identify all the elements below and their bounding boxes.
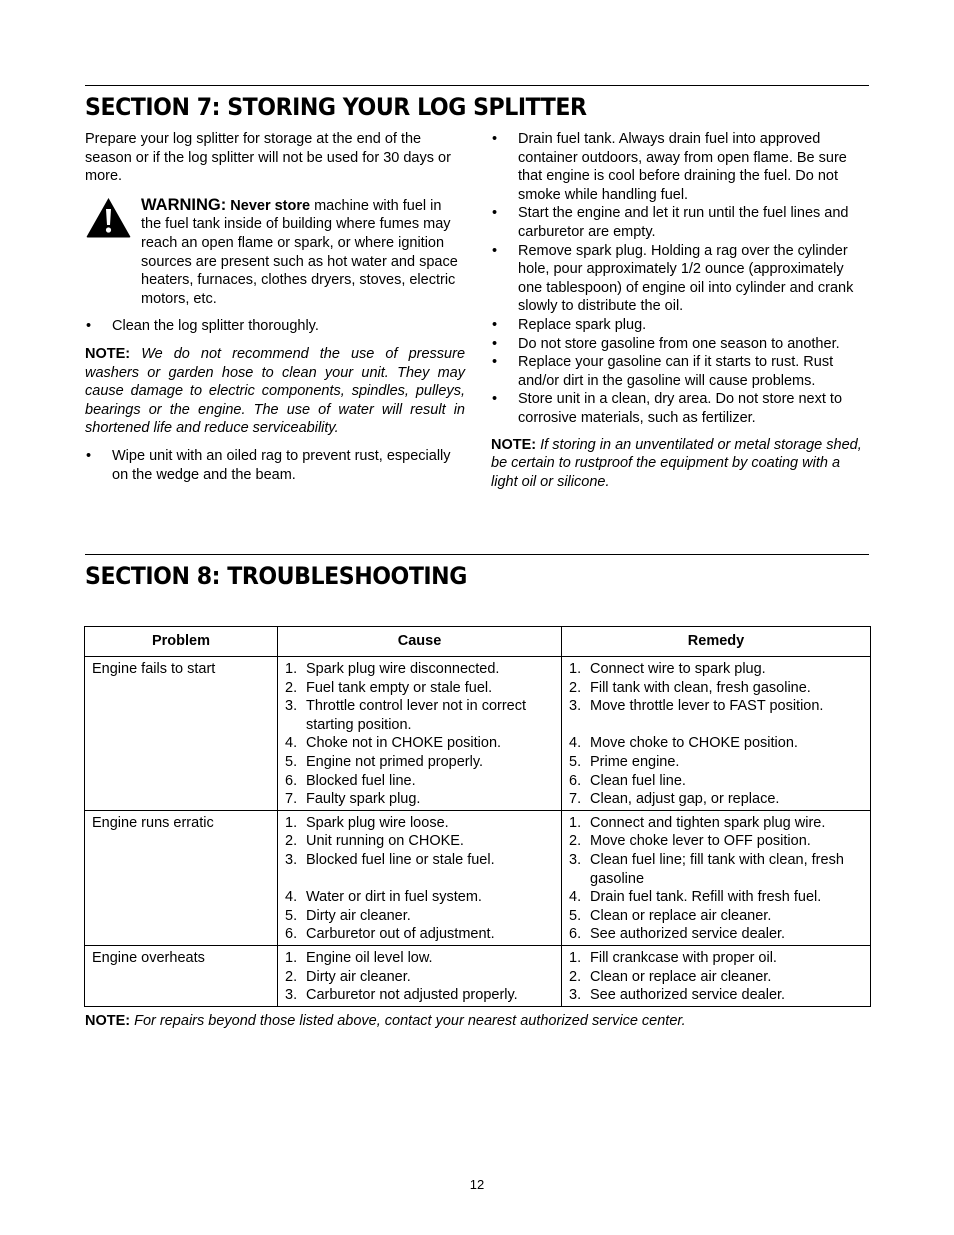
list-item: 5. Dirty air cleaner. [285, 907, 411, 924]
list-item: 2. Unit running on CHOKE. [285, 833, 464, 850]
wipe-bullet-list [85, 447, 465, 484]
list-item: 2. Fuel tank empty or stale fuel. [285, 679, 493, 696]
cause-cell [278, 657, 562, 811]
list-item: • Remove spark plug. Holding a rag over the cylinder hole, pour approximately 1/2 ounce (approximately one tablespoon) of engine oil into cylinder and crank slowly to distribute the oil. [491, 242, 869, 316]
problem-cell: Engine fails to start [85, 657, 278, 811]
table-row [85, 657, 871, 811]
pressure-washer-note [85, 345, 465, 438]
warning-label: WARNING: [141, 195, 227, 214]
remedy-cell [562, 945, 871, 1006]
header-cause: Cause [278, 627, 562, 657]
list-item: 7. Clean, adjust gap, or replace. [569, 791, 780, 808]
warning-block [85, 196, 465, 309]
troubleshooting-table [84, 626, 871, 1007]
list-item: 6. Carburetor out of adjustment. [285, 926, 495, 943]
remedy-cell [562, 810, 871, 945]
storage-intro: Prepare your log splitter for storage at the end of the season or if the log splitter will not be used for 30 days or more. [85, 131, 451, 185]
list-item: 7. Faulty spark plug. [285, 791, 421, 808]
storage-steps-list [491, 130, 869, 428]
list-item: 4. Choke not in CHOKE position. [285, 735, 502, 752]
section-7-left-column [85, 130, 465, 484]
list-item: 2. Dirty air cleaner. [285, 968, 411, 985]
table-row [85, 810, 871, 945]
note-label: NOTE: [491, 436, 537, 453]
cause-cell [278, 810, 562, 945]
remedy-cell [562, 657, 871, 811]
list-item: • Replace spark plug. [491, 316, 869, 335]
list-item: • Store unit in a clean, dry area. Do not store next to corrosive materials, such as fertilizer. [491, 390, 869, 427]
warning-body: machine with fuel in the fuel tank inside of building where fumes may reach an open flame or spark, or where ignition sources are present such as hot water and space heaters, furnaces, clothes dryers, stoves, electric motors, etc. [141, 197, 458, 307]
list-item: • Replace your gasoline can if it starts to rust. Rust and/or dirt in the gasoline will cause problems. [491, 353, 869, 390]
section-8-title: SECTION 8: TROUBLESHOOTING [85, 562, 467, 590]
problem-cell: Engine runs erratic [85, 810, 278, 945]
list-item: 4. Drain fuel tank. Refill with fresh fuel. [569, 889, 822, 906]
list-item: 2. Move choke lever to OFF position. [569, 833, 811, 850]
repair-footnote [85, 1012, 686, 1031]
list-item: • Drain fuel tank. Always drain fuel into approved container outdoors, away from open flame. Be sure that engine is cool before draining the fuel. Do not smoke while handling fuel. [491, 130, 869, 204]
list-item: 6. See authorized service dealer. [569, 926, 786, 943]
list-item: 6. Blocked fuel line. [285, 772, 416, 789]
warning-strong: Never store [230, 197, 311, 214]
header-remedy: Remedy [562, 627, 871, 657]
list-item: 3. Carburetor not adjusted properly. [285, 987, 518, 1004]
note-text: For repairs beyond those listed above, contact your nearest authorized service center. [130, 1013, 686, 1029]
list-item: 3. Blocked fuel line or stale fuel. [285, 851, 495, 868]
note-label: NOTE: [85, 1013, 131, 1029]
list-item: 2. Fill tank with clean, fresh gasoline. [569, 679, 811, 696]
clean-bullet-list [85, 317, 465, 336]
list-item: 1. Engine oil level low. [285, 949, 433, 966]
list-item: 4. Water or dirt in fuel system. [285, 889, 482, 906]
list-item: 5. Prime engine. [569, 753, 680, 770]
storage-shed-note [491, 436, 869, 492]
warning-text [141, 196, 465, 309]
list-item: 6. Clean fuel line. [569, 772, 686, 789]
list-item: 1. Spark plug wire loose. [285, 814, 449, 831]
section-8-rule [85, 554, 869, 555]
header-problem: Problem [85, 627, 278, 657]
list-item: • Do not store gasoline from one season to another. [491, 335, 869, 354]
list-item: 1. Connect and tighten spark plug wire. [569, 814, 826, 831]
note-text: We do not recommend the use of pressure washers or garden hose to clean your unit. They may cause damage to electric components, spindles, pulleys, bearings or the engine. The use of water will result in shortened life and reduce serviceability. [85, 345, 466, 437]
section-7-title: SECTION 7: STORING YOUR LOG SPLITTER [85, 93, 587, 121]
list-item: 3. Throttle control lever not in correct starting position. [285, 698, 527, 733]
list-item: 5. Engine not primed properly. [285, 753, 484, 770]
note-text: If storing in an unventilated or metal storage shed, be certain to rustproof the equipment by coating with a light oil or silicone. [491, 436, 862, 490]
note-label: NOTE: [85, 345, 131, 362]
list-item: • Clean the log splitter thoroughly. [85, 317, 465, 336]
list-item: 3. See authorized service dealer. [569, 987, 786, 1004]
list-item: 1. Fill crankcase with proper oil. [569, 949, 777, 966]
list-item: 4. Move choke to CHOKE position. [569, 735, 798, 752]
section-7-right-column [491, 130, 869, 491]
list-item: 3. Move throttle lever to FAST position. [569, 698, 824, 715]
list-item: • Wipe unit with an oiled rag to prevent rust, especially on the wedge and the beam. [85, 447, 465, 484]
list-item: 2. Clean or replace air cleaner. [569, 968, 772, 985]
list-item: 3. Clean fuel line; fill tank with clean, fresh gasoline [569, 851, 844, 887]
table-header-row [85, 627, 871, 657]
list-item: 5. Clean or replace air cleaner. [569, 907, 772, 924]
exclamation-triangle-icon [85, 196, 132, 238]
section-7-rule [85, 85, 869, 86]
page-number: 12 [469, 1177, 485, 1192]
cause-cell [278, 945, 562, 1006]
table-row [85, 945, 871, 1006]
list-item: 1. Connect wire to spark plug. [569, 661, 766, 677]
list-item: • Start the engine and let it run until the fuel lines and carburetor are empty. [491, 204, 869, 241]
list-item: 1. Spark plug wire disconnected. [285, 661, 500, 677]
problem-cell: Engine overheats [85, 945, 278, 1006]
